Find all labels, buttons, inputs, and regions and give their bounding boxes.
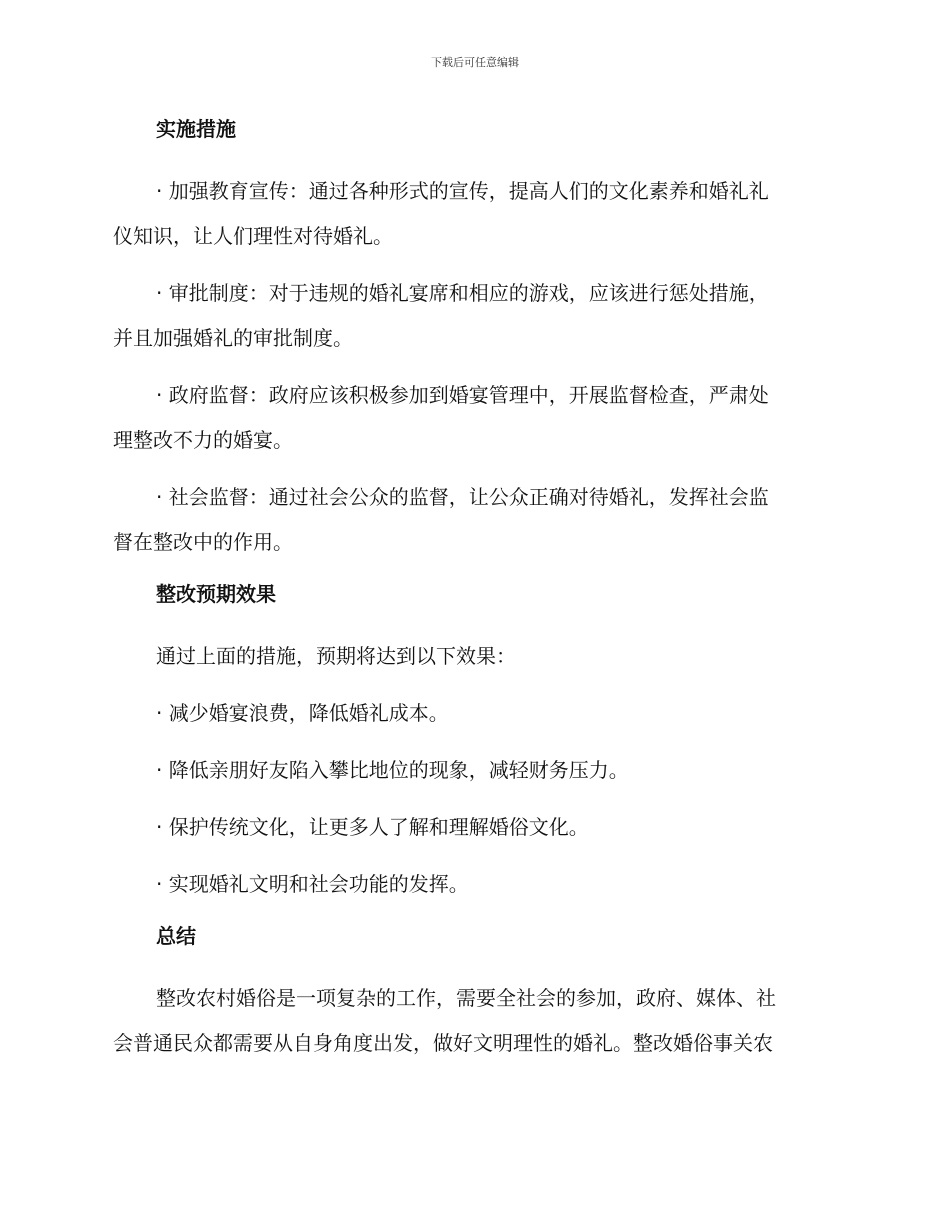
measure-item [113,271,831,361]
section-title-summary: 总结 [156,924,196,948]
measure-item-line: · 加强教育宣传：通过各种形式的宣传，提高人们的文化素养和婚礼礼 [156,179,769,203]
summary-line: 整改农村婚俗是一项复杂的工作，需要全社会的参加，政府、媒体、社 [156,986,776,1010]
effects-intro: 通过上面的措施，预期将达到以下效果： [156,644,516,668]
measure-item [113,169,831,259]
header-note: 下载后可任意编辑 [431,56,519,69]
measure-item-line: 并且加强婚礼的审批制度。 [113,326,353,350]
effect-item: · 实现婚礼文明和社会功能的发挥。 [156,872,469,896]
section-title-measures: 实施措施 [156,117,236,141]
measure-item-line: 仪知识，让人们理性对待婚礼。 [113,224,393,248]
effect-item: · 降低亲朋好友陷入攀比地位的现象，减轻财务压力。 [156,758,629,782]
measure-item-line: · 社会监督：通过社会公众的监督，让公众正确对待婚礼，发挥社会监 [156,485,769,509]
summary-line: 会普通民众都需要从自身角度出发，做好文明理性的婚礼。整改婚俗事关农 [113,1031,773,1055]
measure-item-line: 督在整改中的作用。 [113,530,293,554]
measure-item [113,373,831,463]
effect-item: · 减少婚宴浪费，降低婚礼成本。 [156,701,449,725]
section-title-effects: 整改预期效果 [156,582,276,606]
measure-item [113,475,831,565]
summary-paragraph [113,976,831,1066]
effect-item: · 保护传统文化，让更多人了解和理解婚俗文化。 [156,815,589,839]
measure-item-line: 理整改不力的婚宴。 [113,428,293,452]
measure-item-line: · 政府监督：政府应该积极参加到婚宴管理中，开展监督检查，严肃处 [156,383,769,407]
measure-item-line: · 审批制度：对于违规的婚礼宴席和相应的游戏，应该进行惩处措施， [156,281,769,305]
document-content [113,112,831,1078]
